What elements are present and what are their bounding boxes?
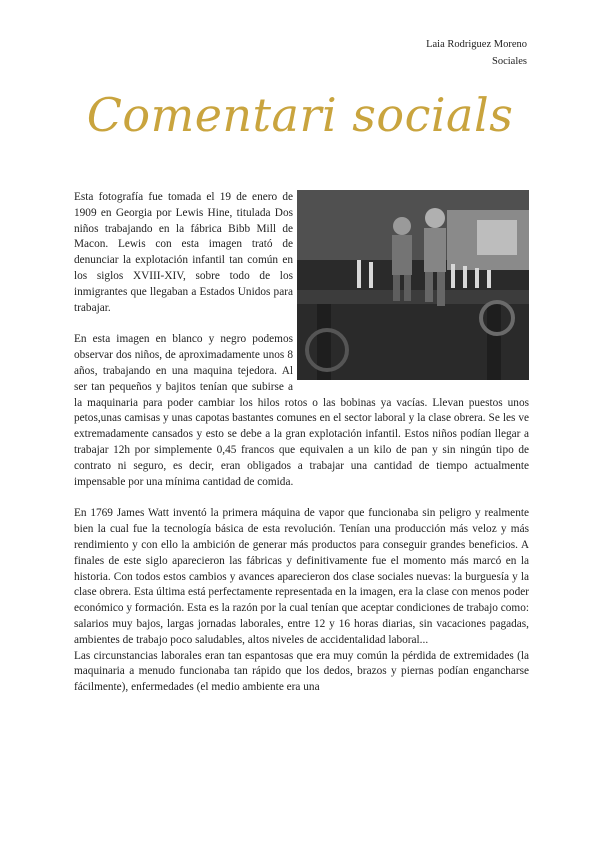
paragraph-1: Esta fotografía fue tomada el 19 de enero de 1909 en Georgia por Lewis Hine, titulada Dos niños trabajando en la fábrica Bibb Mill de Macon. Lewis con esta imagen trató de denunciar la explotación infantil tan común en los siglos XVIII-XIV, sobre todo de los inmigrantes que llegaban a Estados Unidos para trabajar. [74,191,293,314]
photo-spacer [293,190,529,382]
page-title: Comentari socials [86,88,514,142]
paragraph-3: En 1769 James Watt inventó la primera máquina de vapor que funcionaba sin peligro y realmente bien la cual fue la tecnología básica de esta revolución. Tenían una producción más veloz y más rendimiento y con ello la ambición de generar más productos para conseguir grandes beneficios. A finales de este siglo aparecieron las fábricas y definitivamente fue el momento más marcó en la historia. Con todos estos cambios y avances aparecieron dos clase sociales nuevas: la burguesía y la clase obrera. Esta última está perfectamente representada en la imagen, era la clase con menos poder económico y formación. Esta es la razón por la cual tenían que aceptar condiciones de trabajo como: salarios muy bajos, largas jornadas laborales, entre 12 y 16 horas diarias, sin vacaciones pagadas, ambientes de trabajo poco saludables, altos niveles de accidentalidad laboral... [74,507,529,646]
body-text [74,190,529,696]
author-name: Laia Rodriguez Moreno [426,39,527,50]
author-block [426,36,527,70]
paragraph-2: En esta imagen en blanco y negro podemos observar dos niños, de aproximadamente unos 8 años, trabajando en una maquina tejedora. Al ser tan pequeños y bajitos tenían que subirse a la maquinaria para poder cambiar los hilos rotos o las bobinas ya vacías. Llevan puestos unos petos,unas camisas y unas capotas bastantes comunes en el sector laboral y la clase obrera. Se les ve extremadamente cansados y esto se debe a la gran explotación infantil. Estos niños podían llegar a trabajar 12h por simplemente 0,45 francos que equivalen a un kilo de pan y sin ningún tipo de contrato ni seguro, es decir, eran obligados a trabajar una cantidad de tiempo actualmente impensable por una mínima cantidad de comida. [74,333,529,488]
subject-label: Sociales [492,56,527,67]
paragraph-4: Las circunstancias laborales eran tan espantosas que era muy común la pérdida de extremidades (la maquinaria a menudo funcionaba tan rápido que los dedos, brazos y piernas podían engancharse fácilmente), enfermedades (el medio ambiente era una [74,649,529,694]
